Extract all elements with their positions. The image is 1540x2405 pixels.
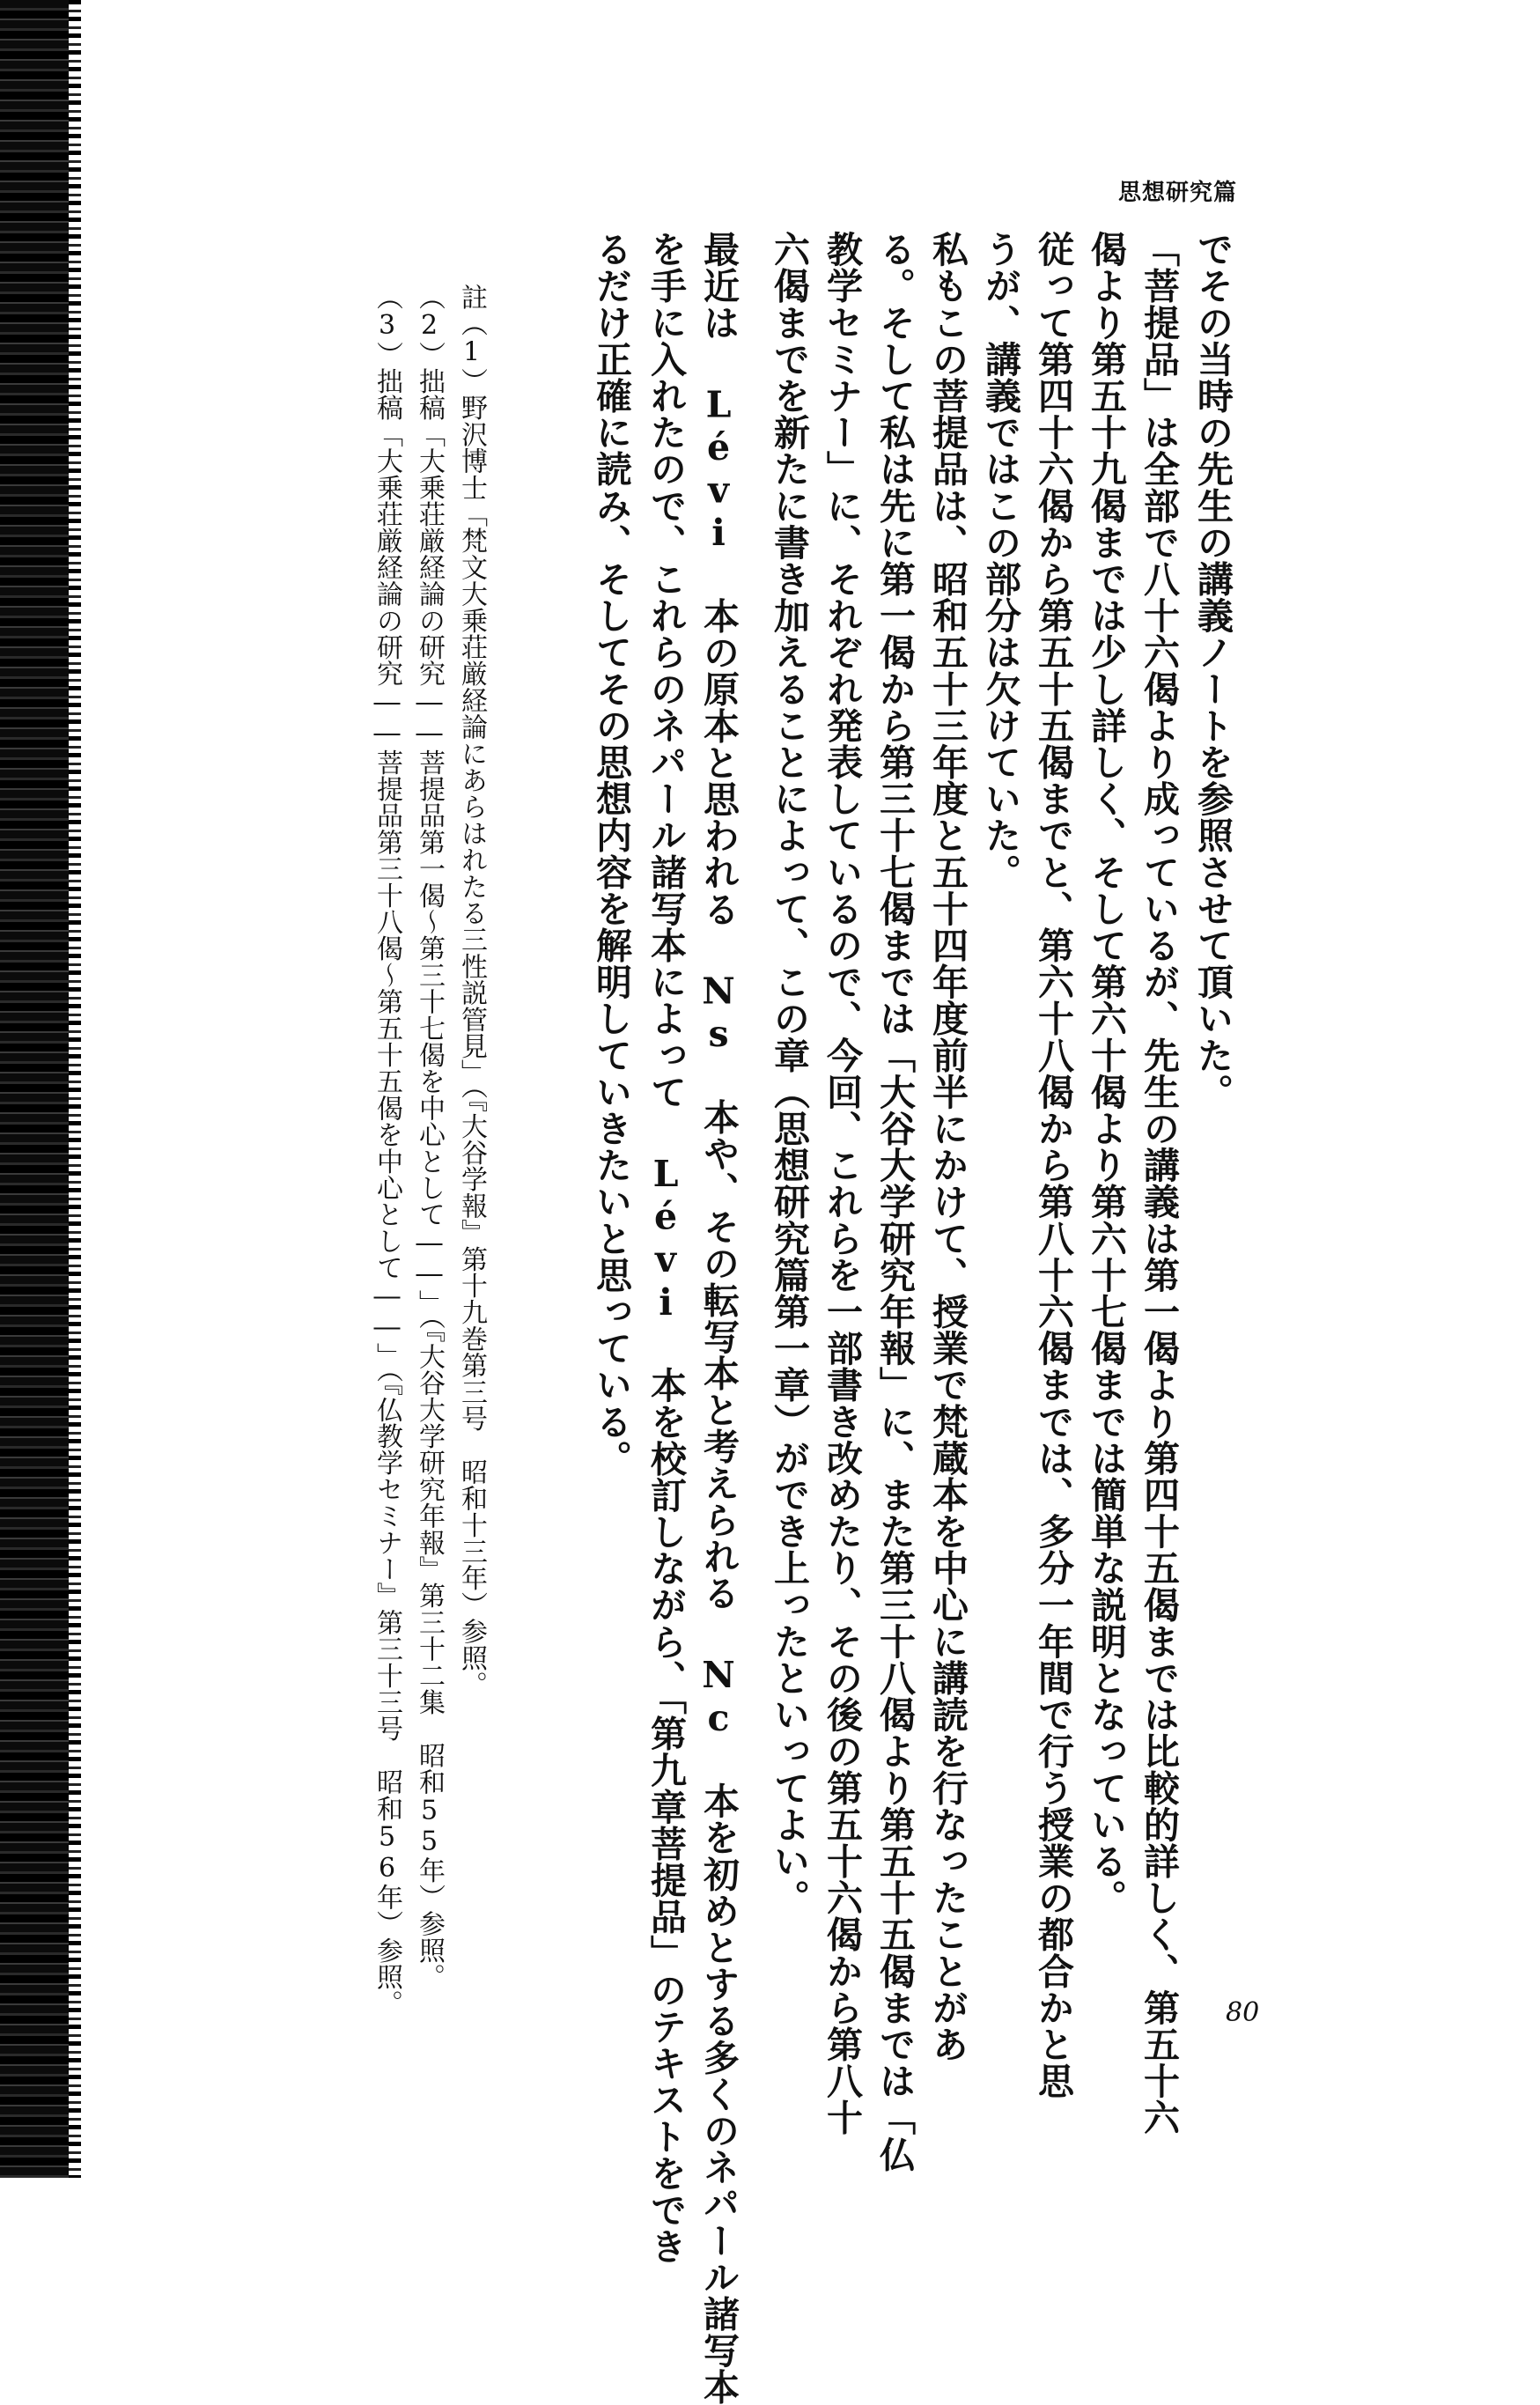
running-header: 思想研究篇: [1118, 180, 1238, 206]
scan-shadow-edge: [0, 0, 69, 2178]
note-3: （3）拙稿「大乗荘厳経論の研究――菩提品第三十八偈〜第五十五偈を中心として――」（『仏教学セミナー』第三十三号 昭和56年）参照。: [372, 284, 402, 2017]
body-line-8: 教学セミナー」に、それぞれ発表しているので、今回、これらを一部書き改めたり、その後の第五十六偈から第八十: [821, 231, 863, 2136]
body-line-6: 私もこの菩提品は、昭和五十三年度と五十四年度前半にかけて、授業で梵蔵本を中心に講読を行なったことがあ: [926, 231, 969, 2062]
note-1: 註（1）野沢博士「梵文大乗荘厳経論にあらはれたる三性説管見」（『大谷学報』第十九巻第三号 昭和十三年）参照。: [456, 284, 487, 1698]
body-line-7: る。そして私は先に第一偈から第三十七偈までは「大谷大学研究年報」に、また第三十八偈より第五十五偈までは「仏: [873, 231, 916, 2173]
page-number: 80: [1226, 1997, 1260, 2028]
body-line-2: 「菩提品」は全部で八十六偈より成っているが、先生の講義は第一偈より第四十五偈までは比較的詳しく、第五十六: [1138, 231, 1180, 2136]
body-line-1: でその当時の先生の講義ノートを参照させて頂いた。: [1191, 231, 1234, 1110]
body-line-9: 六偈までを新たに書き加えることによって、この章（思想研究篇第一章）ができ上ったといってよい。: [768, 231, 810, 1916]
body-line-12: るだけ正確に読み、そしてその思想内容を解明していきたいと思っている。: [590, 231, 632, 1477]
body-line-10: 最近は Lévi 本の原本と思われる Ns 本や、その転写本と考えられる Nc 本を初めとする多くのネパール諸写本: [697, 231, 740, 2405]
body-line-11: を手に入れたので、これらのネパール諸写本によって Lévi 本を校訂しながら、「第九章菩提品」のテキストをでき: [645, 231, 687, 2265]
note-2: （2）拙稿「大乗荘厳経論の研究――菩提品第一偈〜第三十七偈を中心として――」（『大谷大学研究年報』第三十二集 昭和55年）参照。: [414, 284, 445, 1990]
body-line-3: 偈より第五十九偈までは少し詳しく、そして第六十偈より第六十七偈までは簡単な説明となっている。: [1085, 231, 1127, 1916]
body-line-5: うが、講義ではこの部分は欠けていた。: [979, 231, 1021, 890]
body-line-4: 従って第四十六偈から第五十五偈までと、第六十八偈から第八十六偈までは、多分一年間で行う授業の都合かと思: [1032, 231, 1074, 2099]
